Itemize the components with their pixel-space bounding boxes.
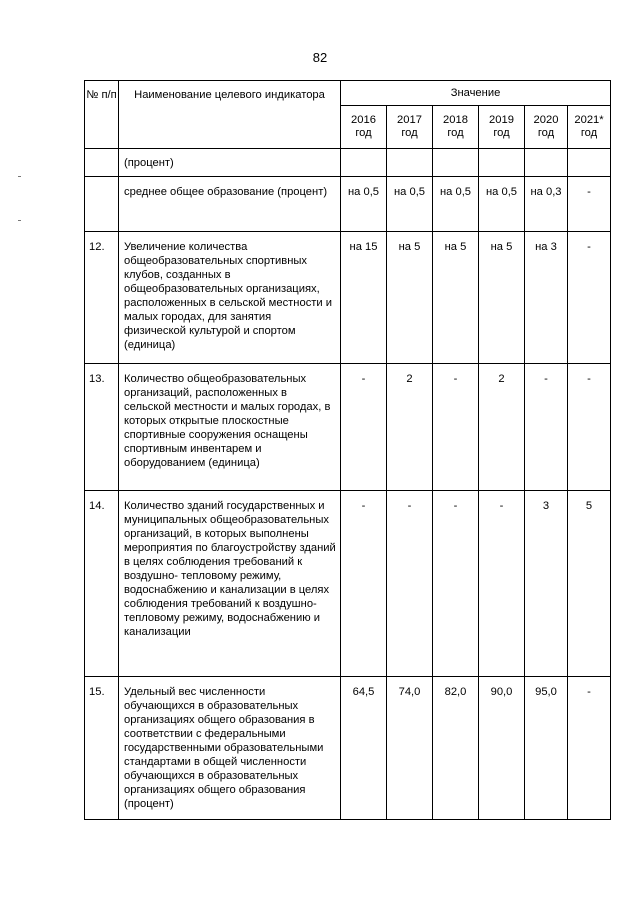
value-2016: - <box>341 364 387 491</box>
indicator-name: (процент) <box>119 149 341 177</box>
indicator-name: Увеличение количества общеобразовательных спортивных клубов, созданных в общеобразовательных организациях, расположенных в сельской местности и малых городах, для занятия физической культурой и спортом (единица) <box>119 232 341 364</box>
row-number: 13. <box>85 364 119 491</box>
value-2016: 64,5 <box>341 677 387 820</box>
value-2016 <box>341 149 387 177</box>
row-number <box>85 177 119 232</box>
value-2017: на 0,5 <box>387 177 433 232</box>
value-2021: 5 <box>568 491 611 677</box>
header-year-2019: 2019 год <box>479 106 525 149</box>
indicator-name: Количество зданий государственных и муниципальных общеобразовательных организаций, в которых выполнены мероприятия по благоустройству зданий в целях соблюдения требований к воздушно- тепловому режиму, водоснабжению и канализации в целях соблюдения требований к воздушно- тепловому режиму, водоснабжению и канализации <box>119 491 341 677</box>
value-2020: 95,0 <box>525 677 568 820</box>
header-year-2021: 2021* год <box>568 106 611 149</box>
header-number: № п/п <box>85 81 119 149</box>
table-row <box>85 491 611 677</box>
value-2017: 74,0 <box>387 677 433 820</box>
header-year-2020: 2020 год <box>525 106 568 149</box>
page-number: 82 <box>312 50 328 65</box>
value-2021: - <box>568 232 611 364</box>
table-row <box>85 149 611 177</box>
value-2020 <box>525 149 568 177</box>
value-2018: на 0,5 <box>433 177 479 232</box>
value-2016: на 15 <box>341 232 387 364</box>
value-2020: - <box>525 364 568 491</box>
value-2018 <box>433 149 479 177</box>
indicators-table <box>84 80 611 820</box>
value-2021: - <box>568 677 611 820</box>
table-row <box>85 177 611 232</box>
value-2018: 82,0 <box>433 677 479 820</box>
header-year-2016: 2016 год <box>341 106 387 149</box>
value-2018: на 5 <box>433 232 479 364</box>
table-row <box>85 232 611 364</box>
indicator-name: Количество общеобразовательных организаций, расположенных в сельской местности и малых городах, в которых открытые плоскостные спортивные сооружения оснащены спортивным инвентарем и оборудованием (единица) <box>119 364 341 491</box>
value-2021 <box>568 149 611 177</box>
value-2019: 2 <box>479 364 525 491</box>
header-value: Значение <box>341 81 611 106</box>
row-number: 12. <box>85 232 119 364</box>
value-2017: на 5 <box>387 232 433 364</box>
row-number <box>85 149 119 177</box>
margin-mark <box>18 176 21 177</box>
indicator-name: среднее общее образование (процент) <box>119 177 341 232</box>
value-2017: 2 <box>387 364 433 491</box>
value-2018: - <box>433 491 479 677</box>
value-2017 <box>387 149 433 177</box>
table-row <box>85 364 611 491</box>
value-2016: на 0,5 <box>341 177 387 232</box>
header-indicator-name: Наименование целевого индикатора <box>119 81 341 149</box>
table-row <box>85 677 611 820</box>
value-2021: - <box>568 364 611 491</box>
indicator-name: Удельный вес численности обучающихся в образовательных организациях общего образования в соответствии с федеральными государственными образовательными стандартами в общей численности обучающихся в образовательных организациях общего образования (процент) <box>119 677 341 820</box>
row-number: 15. <box>85 677 119 820</box>
value-2020: 3 <box>525 491 568 677</box>
value-2021: - <box>568 177 611 232</box>
value-2020: на 3 <box>525 232 568 364</box>
value-2019 <box>479 149 525 177</box>
header-year-2017: 2017 год <box>387 106 433 149</box>
value-2019: 90,0 <box>479 677 525 820</box>
value-2016: - <box>341 491 387 677</box>
value-2017: - <box>387 491 433 677</box>
value-2018: - <box>433 364 479 491</box>
value-2019: на 0,5 <box>479 177 525 232</box>
row-number: 14. <box>85 491 119 677</box>
value-2019: - <box>479 491 525 677</box>
value-2019: на 5 <box>479 232 525 364</box>
value-2020: на 0,3 <box>525 177 568 232</box>
margin-mark <box>18 220 21 221</box>
header-year-2018: 2018 год <box>433 106 479 149</box>
